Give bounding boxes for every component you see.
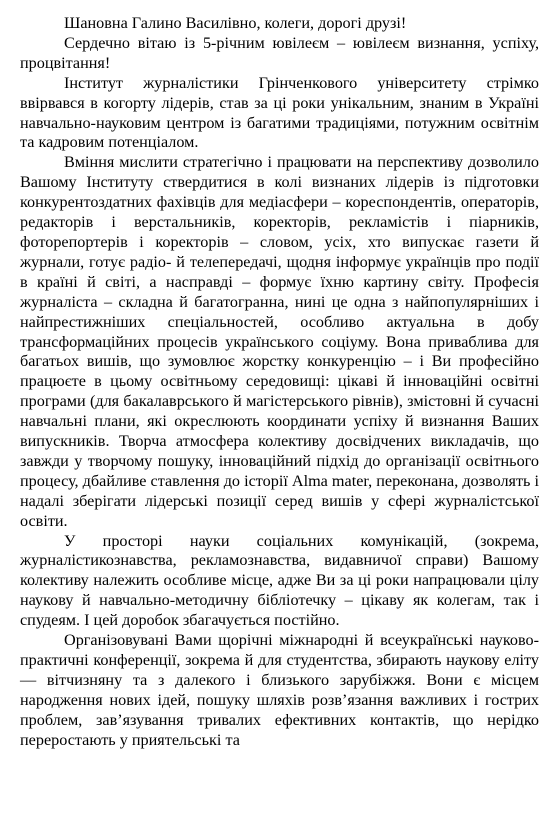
salutation: Шановна Галино Василівно, колеги, дорогі друзі!: [64, 14, 407, 32]
paragraph-strategy: Вміння мислити стратегічно і працювати на перспективу дозволило Вашому Інституту ствердитися в колі визнаних лідерів із підготовки конкурентоздатних фахівців для медіасфери – кореспондентів, операторів, редакторів і верстальників, коректорів, рекламістів і піарників, фоторепортерів і коректорів – словом, усіх, хто випускає газети й журнали, готує радіо- й телепередачі, щодня інформує українців про події в країні й світі, а насправді – формує їхню картину світу. Професія журналіста – складна й багатогранна, нині це одна з найпопулярніших і найпрестижніших спеціальностей, особливо актуальна в добу трансформаційних процесів українського соціуму. Вона приваблива для багатьох вишів, що зумовлює жорстку конкуренцію – і Ви професійно працюєте в цьому освітньому середовищі: цікаві й інноваційні освітні програми (для бакалаврського й магістерського рівнів), змістовні й сучасні навчальні плани, які окреслюють координати успіху й визнання Ваших випускників. Творча атмосфера колективу досвідчених викладачів, що завжди у творчому пошуку, інноваційний підхід до організації освітнього процесу, дбайливе ставлення до історії Alma mater, переконана, дозволять і надалі зберігати лідерські позиції серед вишів у сфері журналістської освіти.: [20, 153, 539, 530]
paragraph-conferences: Організовувані Вами щорічні міжнародні й всеукраїнські науково-практичні конференції, зокрема й для студентства, збирають наукову еліту — вітчизняну та з далекого і близького зарубіжжя. Вони є місцем народження нових ідей, пошуку шляхів розв’язання важливих і гострих проблем, зав’язування тривалих ефективних контактів, що нерідко переростають у приятельські та: [20, 631, 539, 749]
paragraph-institute: Інститут журналістики Грінченкового університету стрімко ввірвався в когорту лідерів, став за ці роки унікальним, знаним в Україні навчально-науковим центром із багатими традиціями, потужним освітнім та кадровим потенціалом.: [20, 73, 539, 152]
paragraph-greeting: Сердечно вітаю із 5-річним ювілеєм – ювілеєм визнання, успіху, процвітання!: [20, 33, 539, 72]
paragraph-science: У просторі науки соціальних комунікацій, (зокрема, журналістикознавства, рекламознавства, видавничої справи) Вашому колективу належить особливе місце, адже Ви за ці роки напрацювали цілу наукову й навчально-методичну бібліотечку – цікаву як колегам, так і спудеям. І цей доробок збагачується постійно.: [20, 531, 539, 630]
